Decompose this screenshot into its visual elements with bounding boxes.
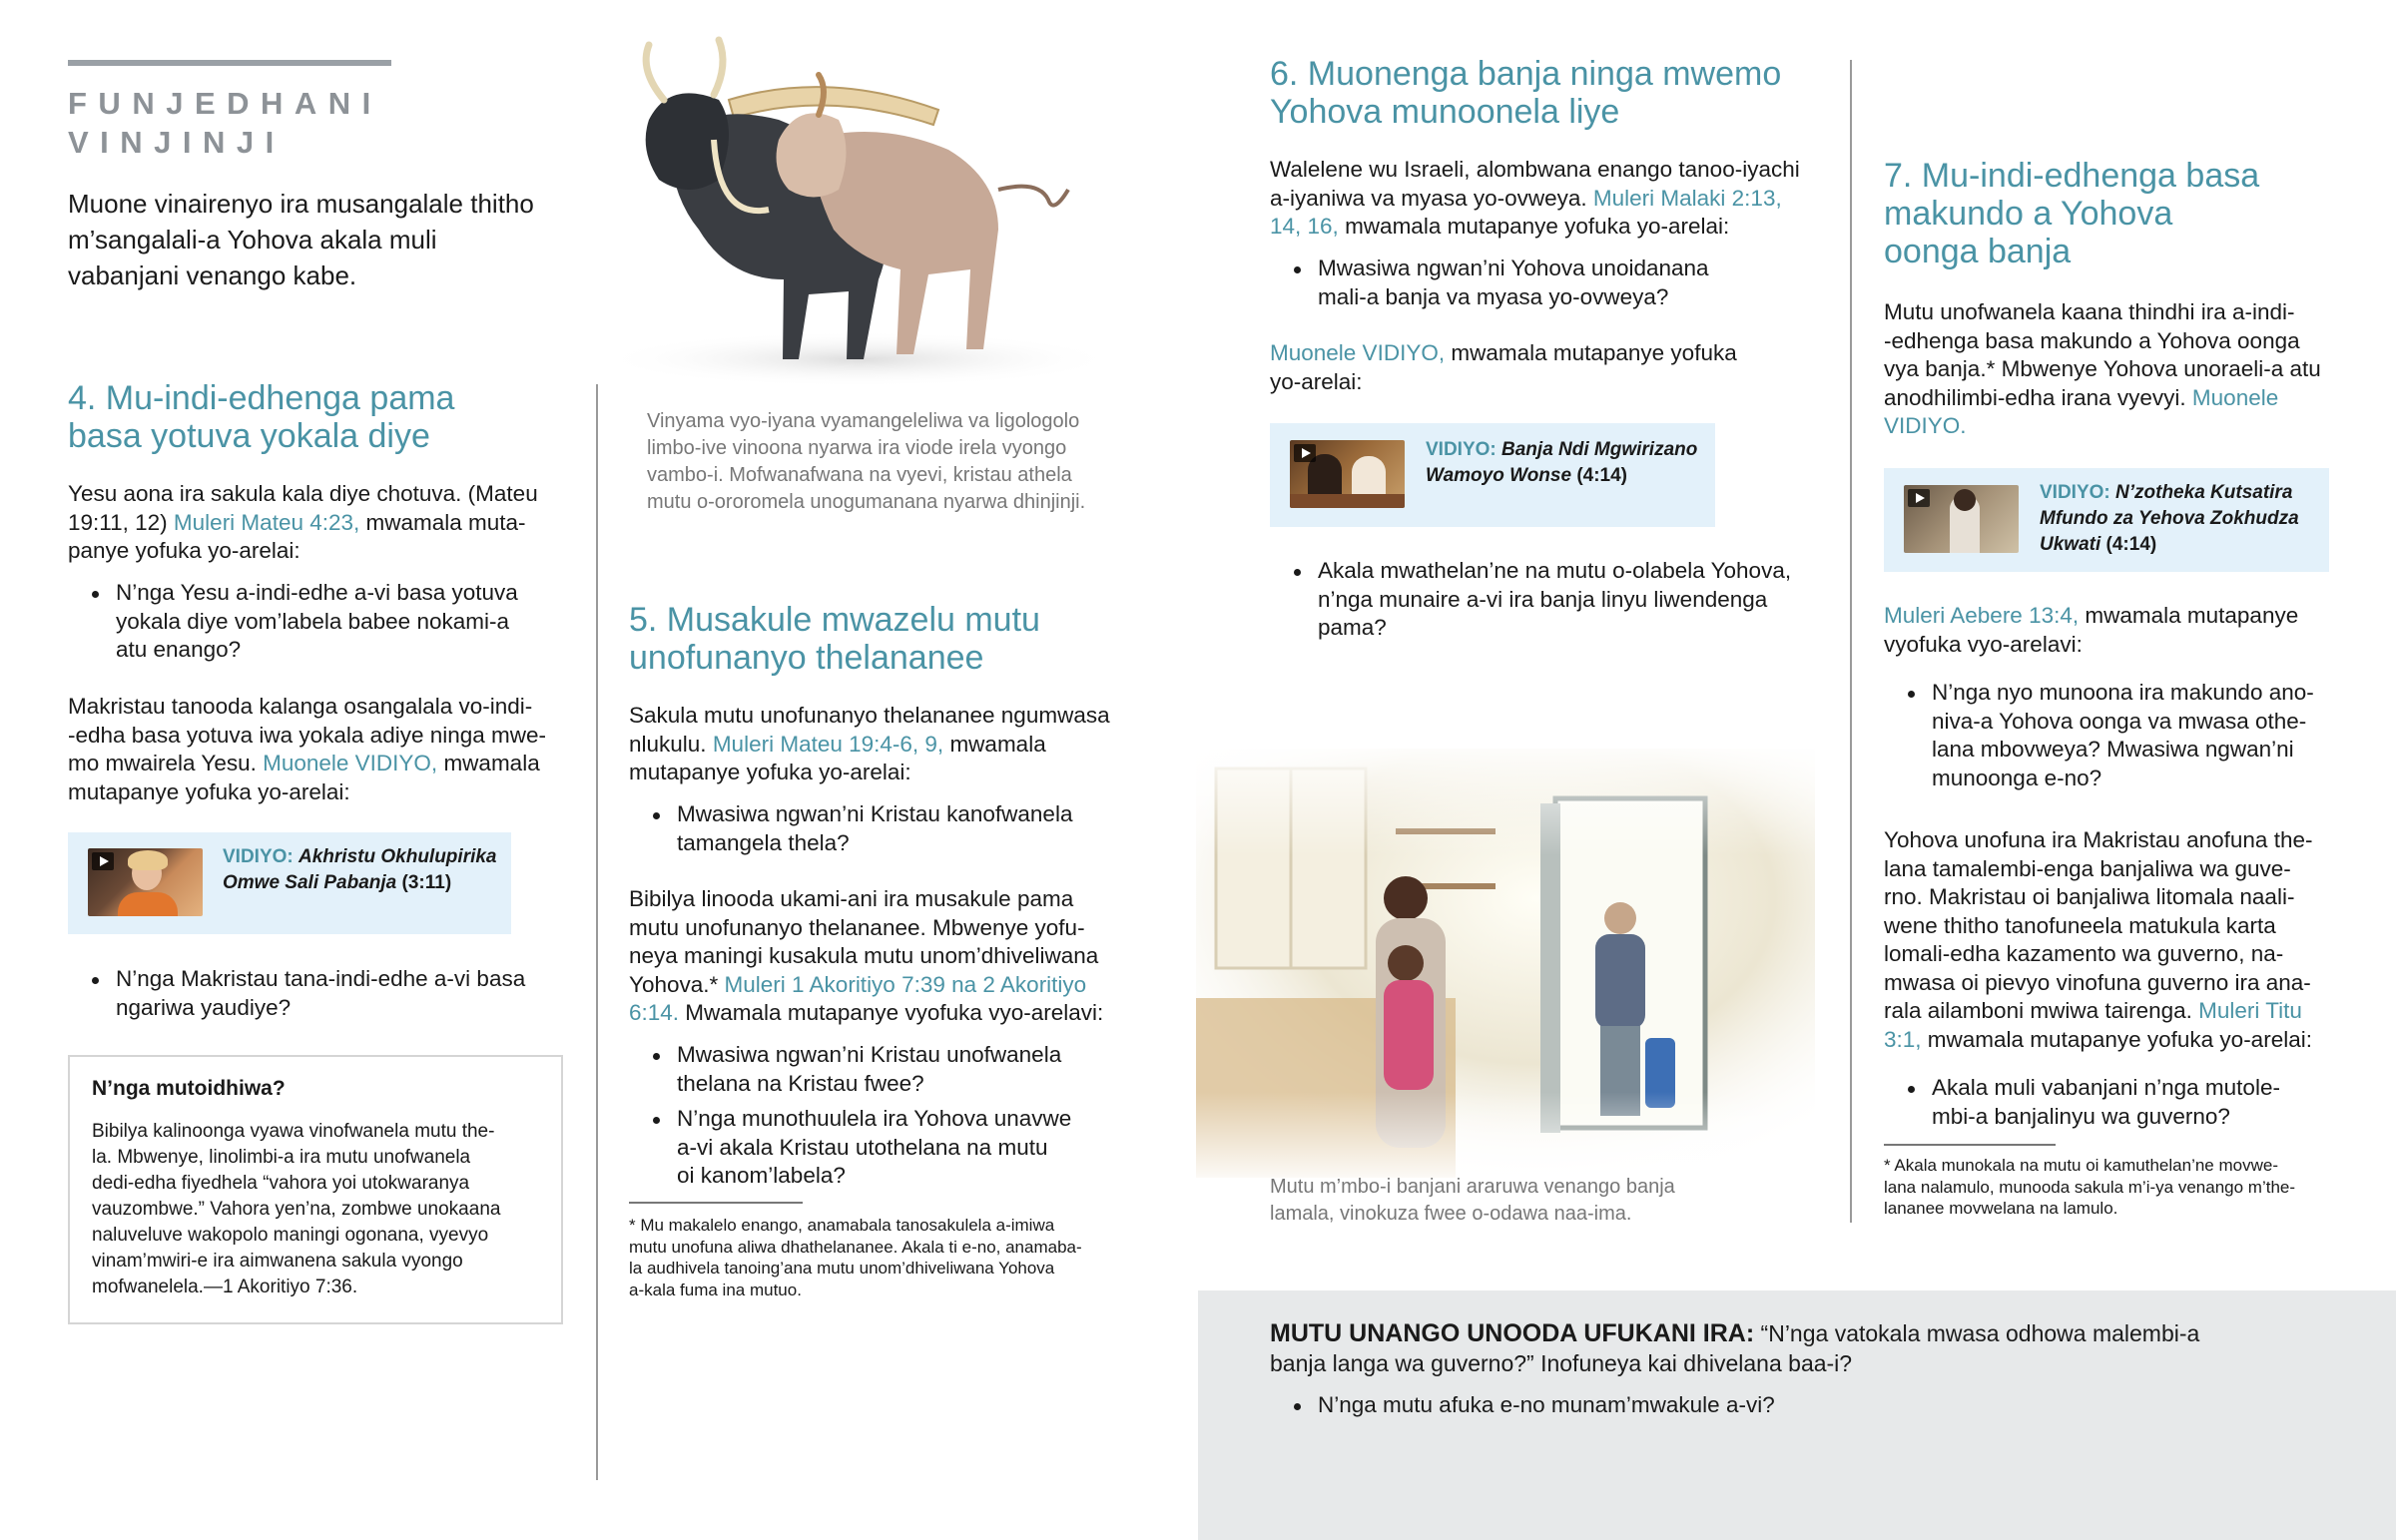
video-box-banja[interactable]	[1270, 423, 1715, 527]
section-4-bullet-2: N’nga Makristau tana-indi-edhe a-vi basa ngariwa yaudiye?	[68, 965, 525, 1022]
section-5-footnote: * Mu makalelo enango, anamabala tanosakulela a-imiwa mutu unofuna aliwa dhathelananee. Akala ti e-no, anamaba- la audhivela tanoing’ana mutu unom’dhiveliwana Yohova a-kala fuma ina mutuo.	[629, 1216, 1082, 1299]
scripture-link-akoritiyo[interactable]: Muleri 1 Akoritiyo 7:39 na 2 Akoritiyo	[724, 971, 1087, 997]
watch-video-link[interactable]: Muonele VIDIYO,	[263, 751, 438, 775]
section-4-bullet-1: N’nga Yesu a-indi-edhe a-vi basa yotuva yokala diye vom’labela babee nokami-a atu enango?	[68, 579, 518, 665]
scripture-link-malaki[interactable]: Muleri Malaki 2:13,	[1592, 185, 1782, 211]
woman-head	[1954, 489, 1976, 511]
person-shirt	[118, 892, 178, 916]
sidebar-box-text: Bibilya kalinoonga vyawa vinofwanela mutu the- la. Mbwenye, linolimbi-a ira mutu unofwanela dedi-edha fiyedhela “vahora yoi utokwaranya vauzombwe.” Vahora yen’na, zombwe unokaana naluveluve wakopolo maningi ogonana, vyevyo vinam’mwiri-e ira aimwanena sakula vyongo mofwanelela.—1 Akoritiyo 7:36.	[92, 1121, 501, 1297]
video-title[interactable]: VIDIYO: N’zotheka Kutsatira Mfundo za Yehova Zokhudza Ukwati (4:14)	[2040, 482, 2299, 555]
section-7-footnote: * Akala munokala na mutu oi kamuthelan’ne movwe- lana nalamulo, munooda sakula m’i-ya venango m’the- lananee movwelana na lamulo.	[1884, 1156, 2296, 1218]
section-5-paragraph-1: Sakula mutu unofunanyo thelananee ngumwasa nlukulu. Muleri Mateu 19:4-6, 9, mwamala mutapanye yofuka yo-arelai:	[629, 703, 1110, 784]
scripture-link-mateu-19[interactable]: Muleri Mateu 19:4-6, 9,	[712, 731, 944, 757]
scripture-link-aebere[interactable]: Muleri Aebere 13:4,	[1884, 603, 2080, 628]
photo-caption: Mutu m’mbo-i banjani araruwa venango banja lamala, vinokuza fwee o-odawa naa-ima.	[1270, 1176, 1675, 1225]
section-6-paragraph-2: Muonele VIDIYO, mwamala mutapanye yofuka yo-arelai:	[1270, 340, 1737, 394]
person-hair	[128, 850, 168, 870]
section-7-bullet-1: N’nga nyo munoona ira makundo ano- niva-a Yohova oonga va mwasa othe- lana mbovweya? Mwasiwa ngwan’ni munoonga e-no?	[1884, 679, 2314, 792]
section-4-heading: 4. Mu-indi-edhenga pama basa yotuva yokala diye	[68, 379, 455, 455]
section-6-heading: 6. Muonenga banja ninga mwemo Yohova munoonela liye	[1270, 55, 1782, 131]
video-thumbnail[interactable]	[1904, 485, 2019, 553]
scripture-link-mateu-4-23[interactable]: Muleri Mateu 4:23,	[173, 509, 360, 535]
video-title[interactable]: VIDIYO: Banja Ndi Mgwirizano Wamoyo Wonse (4:14)	[1426, 439, 1698, 486]
bottom-question-panel	[1198, 1290, 2396, 1540]
footnote-rule-5	[629, 1202, 803, 1204]
intro-rule	[68, 60, 391, 66]
ox-dark-horn-right	[714, 40, 723, 95]
section-7-paragraph-2: Muleri Aebere 13:4, mwamala mutapanye vyofuka vyo-arelavi:	[1884, 603, 2299, 657]
sidebar-box-title: N’nga mutoidhiwa?	[92, 1077, 286, 1100]
play-icon[interactable]	[1294, 444, 1316, 462]
section-6-bullet-2: Akala mwathelan’ne na mutu o-olabela Yohova, n’nga munaire a-vi ira banja linyu liwendenga pama?	[1270, 557, 1791, 643]
section-7-paragraph-3: Yohova unofuna ira Makristau anofuna the- lana tamalembi-enga banjaliwa wa guve- rno. Makristau oi banjaliwa litomala naali- wene thitho tanofuneela matukula karta lomali-edha kazamento wa guverno, na- mwasa oi pievyo vinofuna guverno ira ana- rala ailamboni mwiwa tairenga. Muleri Titu 3:1, mwamala mutapanye yofuka yo-arelai:	[1884, 827, 2313, 1052]
family-photo	[1196, 749, 1815, 1178]
ox-light-tail	[998, 187, 1068, 206]
video-box-akhristu[interactable]	[68, 832, 511, 934]
section-6-bullet-1: Mwasiwa ngwan’ni Yohova unoidanana mali-a banja va myasa yo-ovweya?	[1270, 255, 1709, 311]
column-divider-3	[1850, 60, 1852, 1223]
video-thumbnail[interactable]	[88, 848, 203, 916]
column-divider-1	[596, 384, 598, 1480]
section-5-bullet-1: Mwasiwa ngwan’ni Kristau kanofwanela tamangela thela?	[629, 800, 1072, 857]
play-icon[interactable]	[1908, 489, 1930, 507]
footnote-rule-7	[1884, 1144, 2056, 1146]
section-5-bullet-3: N’nga munothuulela ira Yohova unavwe a-vi akala Kristau utothelana na mutu oi kanom’labela?	[629, 1105, 1071, 1191]
bottom-question: MUTU UNANGO UNOODA UFUKANI IRA: “N’nga vatokala mwasa odhowa malembi-a banja langa wa guverno?” Inofuneya kai dhivelana baa-i?	[1270, 1319, 2200, 1376]
intro-text: Muone vinairenyo ira musangalale thitho m’sangalali-a Yohova akala muli vabanjani venango kabe.	[68, 189, 534, 290]
section-5-heading: 5. Musakule mwazelu mutu unofunanyo thelananee	[629, 601, 1040, 677]
oxen-caption: Vinyama vyo-iyana vyamangeleliwa va ligologolo limbo-ive vinoona nyarwa ira viode irela vyongo vambo-i. Mofwanafwana na vyevi, kristau athela mutu o-ororomela unogumanana nyarwa dhinjinji.	[647, 410, 1086, 513]
sidebar-box	[68, 1055, 563, 1324]
oxen-illustration	[579, 30, 1118, 389]
section-5-paragraph-2: Bibilya linooda ukami-ani ira musakule pama mutu unofunanyo thelananee. Mbwenye yofu- neya maningi kusakula mutu unom’dhiveliwana Yohova.* Muleri 1 Akoritiyo 7:39 na 2 Akoritiyo 6:14. Mwamala mutapanye vyofuka vyo-arelavi:	[629, 886, 1104, 1025]
scripture-link-titu[interactable]: Muleri Titu	[2198, 998, 2302, 1023]
watch-video-link-7[interactable]: Muonele	[2191, 384, 2279, 410]
play-icon[interactable]	[92, 852, 114, 870]
intro-title: FUNJEDHANI VINJINJI	[68, 86, 382, 160]
table	[1290, 494, 1405, 508]
bottom-question-label: MUTU UNANGO UNOODA UFUKANI IRA:	[1270, 1319, 1755, 1347]
video-title[interactable]: VIDIYO: Akhristu Okhulupirika Omwe Sali Pabanja (3:11)	[223, 846, 497, 893]
section-7-heading: 7. Mu-indi-edhenga basa makundo a Yohova oonga banja	[1884, 157, 2260, 270]
video-thumbnail[interactable]	[1290, 440, 1405, 508]
section-7-bullet-2: Akala muli vabanjani n’nga mutole- mbi-a banjalinyu wa guverno?	[1884, 1074, 2280, 1131]
section-4-paragraph-2: Makristau tanooda kalanga osangalala vo-indi- -edha basa yotuva iwa yokala adiye ninga mwe- mo mwairela Yesu. Muonele VIDIYO, mwamala mutapanye yofuka yo-arelai:	[68, 694, 547, 804]
section-6-paragraph-1: Walelene wu Israeli, alombwana enango tanoo-iyachi a-iyaniwa va myasa yo-ovweya. Muleri Malaki 2:13, 14, 16, mwamala mutapanye yofuka yo-arelai:	[1270, 157, 1800, 239]
section-7-paragraph-1: Mutu unofwanela kaana thindhi ira a-indi- -edhenga basa makundo a Yohova oonga vya banja.* Mbwenye Yohova unoraeli-a atu anodhilimbi-edha irana vyevyi. Muonele VIDIYO.	[1884, 299, 2321, 438]
section-5-bullet-2: Mwasiwa ngwan’ni Kristau unofwanela thelana na Kristau fwee?	[629, 1041, 1061, 1098]
video-box-nzotheka[interactable]	[1884, 468, 2329, 572]
ox-dark-horn-left	[646, 45, 664, 100]
bottom-bullet: N’nga mutu afuka e-no munam’mwakule a-vi?	[1270, 1391, 1775, 1420]
section-4-paragraph-1: Yesu aona ira sakula kala diye chotuva. (Mateu 19:11, 12) Muleri Mateu 4:23, mwamala muta- panye yofuka yo-arelai:	[68, 481, 538, 563]
watch-video-link-6[interactable]: Muonele VIDIYO,	[1270, 340, 1446, 365]
